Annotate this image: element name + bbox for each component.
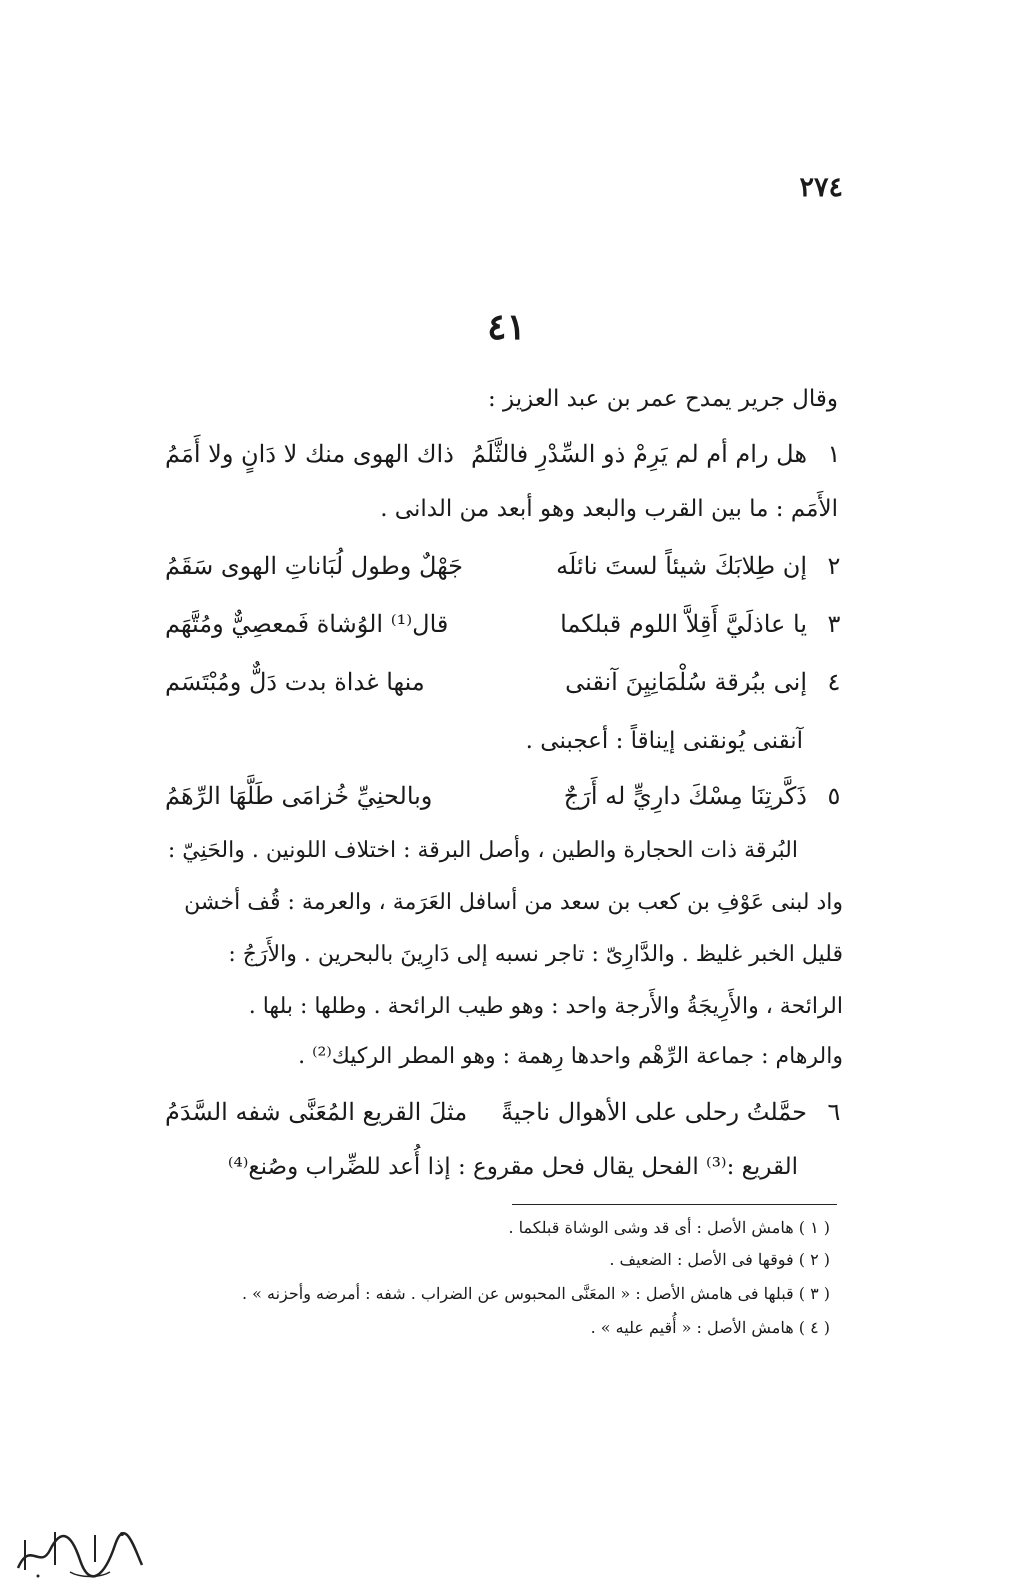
verse-first-hemistich: هل رام أم لم يَرِمْ ذو السِّدْرِ فالثَّلَمُ (470, 440, 807, 468)
verse-number: ١ (827, 440, 841, 468)
verse-second-hemistich: جَهْلٌ وطول لُبَاناتِ الهوى سَقَمُ (165, 552, 464, 580)
gloss-line: البُرقة ذات الحجارة والطين ، وأصل البرقة : اختلاف اللونين . والحَنِيّ : (167, 838, 798, 863)
verse-number: ٢ (827, 552, 841, 580)
gloss-line: واد لبنى عَوْفِ بن كعب بن سعد من أسافل العَرَمة ، والعرمة : قُف أخشن (184, 890, 843, 915)
verse-first-hemistich: يا عاذلَيَّ أَقِلاَّ اللوم قبلكما (560, 610, 807, 638)
poem-number: ٤١ (487, 306, 526, 348)
verse-first-hemistich: إنى ببُرقة سُلْمَانِيِنَ آنقنى (565, 668, 807, 696)
footnote-4: ( ٤ ) هامش الأصل : « أُقيم عليه » . (590, 1318, 830, 1337)
verse-number: ٦ (827, 1098, 841, 1126)
poem-intro: وقال جرير يمدح عمر بن عبد العزيز : (488, 386, 838, 412)
verse-4 (165, 668, 845, 708)
note-amam: الأَمَم : ما بين القرب والبعد وهو أبعد من الدانى . (380, 496, 838, 522)
verse-1 (165, 440, 845, 480)
verse-2 (165, 552, 845, 592)
calligraphy-stamp-icon (10, 1520, 150, 1582)
footnote-3: ( ٣ ) قبلها فى هامش الأصل : « المعَنَّى المحبوس عن الضراب . شفه : أمرضه وأحزنه » . (241, 1284, 830, 1303)
verse-first-hemistich: إن طِلابَكَ شيئاً لستَ نائلَه (556, 552, 807, 580)
verse-first-hemistich: حمَّلتُ رحلى على الأهوال ناجيةً (501, 1098, 807, 1126)
verse-second-hemistich: ذاك الهوى منك لا دَانٍ ولا أَمَمُ (165, 440, 454, 468)
footnote-divider (512, 1204, 837, 1205)
verse-number: ٣ (827, 610, 841, 638)
footnote-2: ( ٢ ) فوقها فى الأصل : الضعيف . (609, 1250, 830, 1269)
library-stamp-logo (10, 1520, 150, 1582)
verse-second-hemistich: منها غداة بدت دَلٌّ ومُبْتَسَم (165, 668, 425, 696)
verse-6 (165, 1098, 845, 1138)
verse-number: ٤ (827, 668, 841, 696)
note-anaqani: آنقنى يُونقنى إيناقاً : أعجبنى . (525, 728, 803, 754)
gloss-line: والرهام : جماعة الرِّهْم واحدها رِهمة : وهو المطر الركيك⁽²⁾ . (298, 1044, 843, 1069)
verse-second-hemistich: وبالحنِيِّ خُزامَى طَلَّهَا الرِّهَمُ (165, 782, 433, 810)
gloss-line: قليل الخبر غليظ . والدَّارِىّ : تاجر نسبه إلى دَارِينَ بالبحرين . والأَرَجُ : (228, 942, 843, 967)
verse-number: ٥ (827, 782, 841, 810)
note-qari: القريع :⁽³⁾ الفحل يقال فحل مقروع : إذا أُعد للضِّراب وصُنع⁽⁴⁾ (227, 1154, 798, 1180)
verse-3 (165, 610, 845, 650)
footnote-1: ( ١ ) هامش الأصل : أى قد وشى الوشاة قبلكما . (508, 1218, 830, 1237)
verse-second-hemistich: قال⁽¹⁾ الوُشاة فَمعصِيٌّ ومُتَّهَم (165, 610, 449, 638)
verse-second-hemistich: مثلَ القريع المُعَنَّى شفه السَّدَمُ (165, 1098, 468, 1126)
verse-first-hemistich: ذَكَّرتِنَا مِسْكَ دارِيٍّ له أَرَجٌ (563, 782, 807, 810)
gloss-line: الرائحة ، والأَرِيجَةُ والأَرجة واحد : وهو طيب الرائحة . وطلها : بلها . (248, 994, 843, 1019)
page-number: ٢٧٤ (799, 172, 843, 203)
verse-5 (165, 782, 845, 822)
